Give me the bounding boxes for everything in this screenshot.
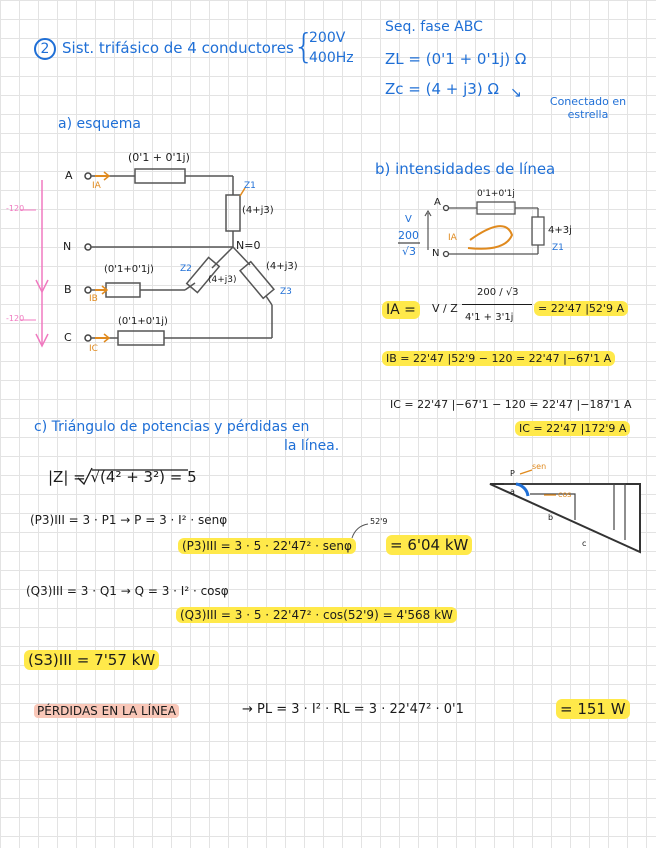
- q-relation: (Q3)III = 3 · Q1 → Q = 3 · I² · cosφ: [26, 584, 229, 598]
- ia-result: = 22'47 |52'9 A: [534, 301, 628, 316]
- section-a-title: a) esquema: [58, 116, 141, 132]
- losses-result: = 151 W: [556, 699, 630, 719]
- ib-line: IB = 22'47 |52'9 − 120 = 22'47 |−67'1 A: [382, 351, 615, 366]
- triangle-a-label: a: [510, 487, 515, 496]
- p-result: = 6'04 kW: [386, 535, 472, 555]
- section-c-title-1: c) Triángulo de potencias y pérdidas en: [34, 419, 310, 435]
- section-c-title-2: la línea.: [284, 438, 340, 454]
- p-calc: (P3)III = 3 · 5 · 22'47² · senφ: [178, 538, 356, 554]
- ia-lhs-text: IA =: [382, 301, 420, 319]
- mini-zc-label: 4+3j: [548, 225, 572, 236]
- frequency-value: 400Hz: [309, 50, 354, 66]
- phase-angle-top: -120: [6, 204, 25, 213]
- q-calc: (Q3)III = 3 · 5 · 22'47² · cos(52'9) = 4'568 kW: [176, 607, 457, 623]
- problem-number: 2: [34, 38, 56, 60]
- zl-c-label: (0'1+0'1j): [118, 316, 168, 327]
- mini-ia-label: IA: [448, 233, 457, 243]
- zl-a-label: (0'1 + 0'1j): [128, 151, 190, 164]
- mini-z1-label: Z1: [552, 243, 564, 253]
- zl-b-label: (0'1+0'1j): [104, 264, 154, 275]
- ia-vz-fraction: V / Z: [432, 302, 458, 315]
- s-result: (S3)III = 7'57 kW: [24, 650, 159, 670]
- triangle-p-label: P: [510, 469, 515, 478]
- z1-label: Z1: [244, 181, 256, 191]
- node-a-label: A: [65, 169, 73, 182]
- mini-node-n: N: [432, 248, 440, 259]
- ia-num: 200 / √3: [477, 287, 519, 298]
- brace-icon: {: [293, 27, 315, 67]
- zc-definition: Zc = (4 + j3) Ω: [385, 80, 499, 98]
- ia-den: 4'1 + 3'1j: [465, 312, 514, 323]
- zc-c-label: (4+j3): [266, 261, 298, 272]
- ic-result: IC = 22'47 |172'9 A: [515, 421, 630, 436]
- zc-a-label: (4+j3): [242, 205, 274, 216]
- node-n-label: N: [63, 240, 72, 253]
- losses-formula: → PL = 3 · I² · RL = 3 · 22'47² · 0'1: [242, 702, 464, 717]
- z2-label: Z2: [180, 264, 192, 274]
- problem-title-text: Sist. trifásico de 4 conductores: [62, 39, 294, 57]
- section-b-title: b) intensidades de línea: [375, 160, 556, 178]
- triangle-c-label: c: [582, 539, 587, 548]
- ic-line: IC = 22'47 |−67'1 − 120 = 22'47 |−187'1 A: [390, 398, 632, 411]
- triangle-sen-label: sen: [532, 462, 547, 471]
- phase-angle-bottom: -120: [6, 314, 25, 323]
- triangle-b-label: b: [548, 513, 554, 522]
- neutral-node-label: N=0: [236, 239, 261, 252]
- mini-node-a: A: [434, 197, 441, 208]
- losses-label: PÉRDIDAS EN LA LÍNEA: [34, 704, 179, 718]
- sequence-label: Seq. fase ABC: [385, 19, 483, 35]
- mini-v-den: √3: [402, 245, 417, 258]
- node-c-label: C: [64, 331, 72, 344]
- voltage-value: 200V: [309, 30, 346, 46]
- triangle-cos-label: cos: [558, 490, 572, 499]
- mini-v-label: V: [405, 214, 412, 225]
- ia-label: IA: [92, 181, 101, 191]
- ib-label: IB: [89, 294, 98, 304]
- connection-note: Conectado en estrella: [549, 95, 627, 122]
- zc-b-label: (4+j3): [208, 275, 237, 285]
- ic-label: IC: [89, 344, 98, 354]
- mini-zl-label: 0'1+0'1j: [477, 189, 515, 199]
- mini-v-num: 200: [398, 229, 419, 242]
- ia-lhs: [382, 303, 420, 317]
- z-modulus: |Z| = √(4² + 3²) = 5: [48, 468, 197, 486]
- p-angle-note: 52'9: [370, 517, 388, 526]
- p-relation: (P3)III = 3 · P1 → P = 3 · I² · senφ: [30, 513, 228, 527]
- fraction-bar: [462, 304, 532, 305]
- node-b-label: B: [64, 283, 72, 296]
- z3-label: Z3: [280, 287, 292, 297]
- arrow-icon: ↘: [510, 85, 522, 101]
- zl-definition: ZL = (0'1 + 0'1j) Ω: [385, 50, 527, 68]
